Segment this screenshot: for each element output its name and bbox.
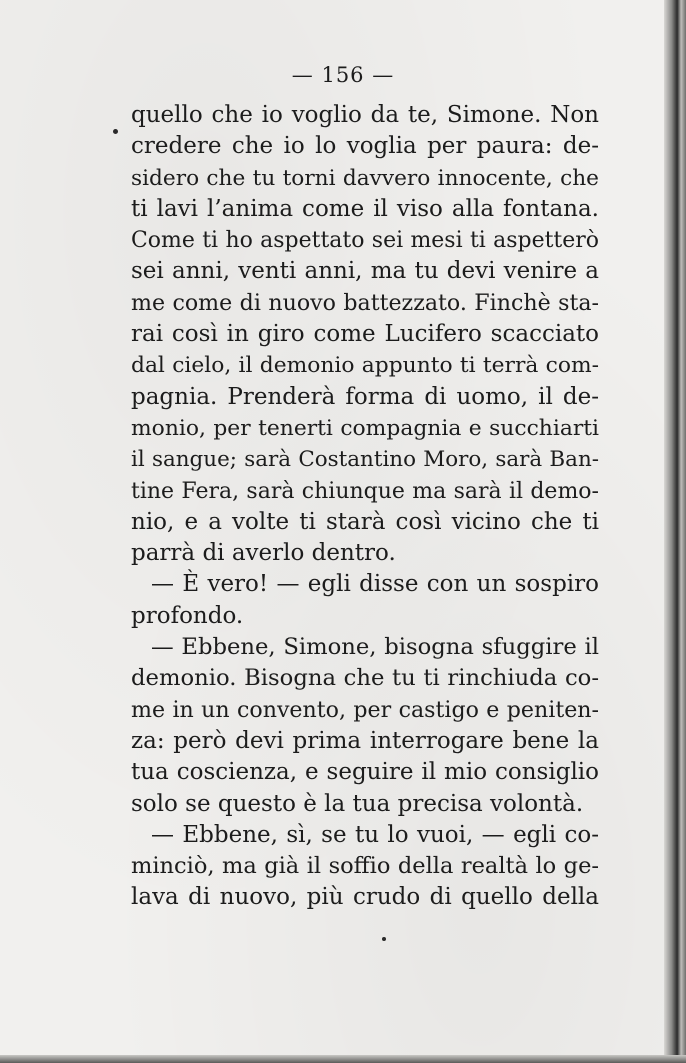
text-line: nio, e a volte ti starà così vicino che ti (131, 508, 599, 535)
text-line: — È vero! — egli disse con un sospiro (151, 571, 599, 598)
text-line: minciò, ma già il soffio della realtà lo ge- (131, 853, 599, 880)
text-line: tua coscienza, e seguire il mio consiglio (131, 759, 599, 786)
text-line: sei anni, venti anni, ma tu devi venire a (131, 258, 599, 285)
text-line: me in un convento, per castigo e peniten- (131, 696, 599, 723)
text-line: lava di nuovo, più crudo di quello della (131, 884, 599, 911)
page-edge-right (664, 0, 686, 1063)
text-line: Come ti ho aspettato sei mesi ti aspetterò (131, 228, 599, 254)
text-line: il sangue; sarà Costantino Moro, sarà Ban- (131, 447, 599, 473)
text-line: solo se questo è la tua precisa volontà. (131, 790, 584, 817)
text-line: quello che io voglio da te, Simone. Non (131, 102, 599, 128)
text-line: dal cielo, il demonio appunto ti terrà com- (131, 353, 599, 379)
text-line: — Ebbene, Simone, bisogna sfuggire il (151, 634, 599, 661)
text-line: monio, per tenerti compagnia e succhiarti (131, 415, 599, 441)
text-line: za: però devi prima interrogare bene la (131, 727, 599, 754)
text-line: profondo. (131, 602, 244, 629)
page-edge-bottom (0, 1055, 686, 1063)
text-line: parrà di averlo dentro. (131, 540, 396, 567)
text-line: — Ebbene, sì, se tu lo vuoi, — egli co- (151, 821, 599, 848)
text-line: credere che io lo voglia per paura: de- (131, 133, 599, 160)
text-line: sidero che tu torni davvero innocente, che (131, 165, 599, 191)
text-line: rai così in giro come Lucifero scacciato (131, 321, 599, 348)
text-line: ti lavi l’anima come il viso alla fontana. (131, 195, 599, 222)
text-line: demonio. Bisogna che tu ti rinchiuda co- (131, 665, 599, 692)
text-line: tine Fera, sarà chiunque ma sarà il demo- (131, 478, 599, 504)
ink-speck (113, 129, 118, 134)
body-text (131, 100, 599, 914)
ink-speck (382, 937, 386, 941)
text-line: pagnia. Prenderà forma di uomo, il de- (131, 383, 599, 410)
text-line: me come di nuovo battezzato. Finchè sta- (131, 289, 599, 316)
page-number: — 156 — (291, 63, 395, 87)
